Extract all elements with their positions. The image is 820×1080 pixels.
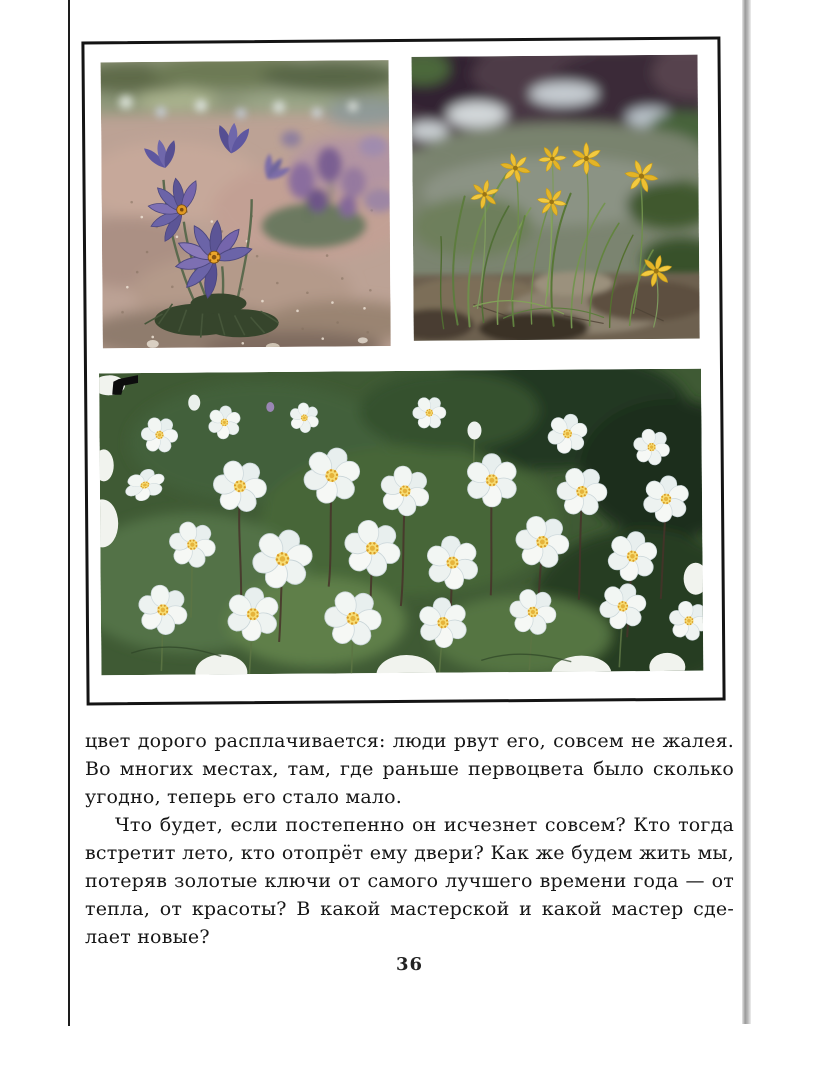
white-anemone-photo <box>99 369 703 676</box>
text-line: лает новые? <box>85 926 210 948</box>
text-line: цвет дорого расплачивается: люди рвут его, совсем не жалея. <box>85 730 734 752</box>
text-line: Что будет, если постепенно он исчезнет совсем? Кто тогда <box>115 814 734 836</box>
right-scan-band <box>742 0 751 1024</box>
white-anemone-illustration <box>99 369 703 676</box>
flag-mark-shape <box>112 375 138 395</box>
text-line: встретит лето, кто отопрёт ему двери? Как же будем жить мы, <box>85 842 734 864</box>
text-line: потеряв золотые ключи от самого лучшего времени года — от <box>85 870 734 892</box>
text-line: угодно, теперь его стало мало. <box>85 786 403 808</box>
yellow-gagea-photo <box>412 55 700 341</box>
pasque-flower-illustration <box>101 60 391 348</box>
pasque-flower-photo <box>101 60 391 348</box>
left-scan-rule <box>68 0 70 1026</box>
scan-flag-mark <box>112 375 138 396</box>
text-line: тепла, от красоты? В какой мастерской и какой мастер сде- <box>85 898 734 920</box>
body-text <box>85 727 734 951</box>
photo-frame <box>81 37 725 706</box>
page-number: 36 <box>395 954 424 975</box>
text-line: Во многих местах, там, где раньше первоцвета было сколько <box>85 758 734 780</box>
yellow-gagea-illustration <box>412 55 700 341</box>
